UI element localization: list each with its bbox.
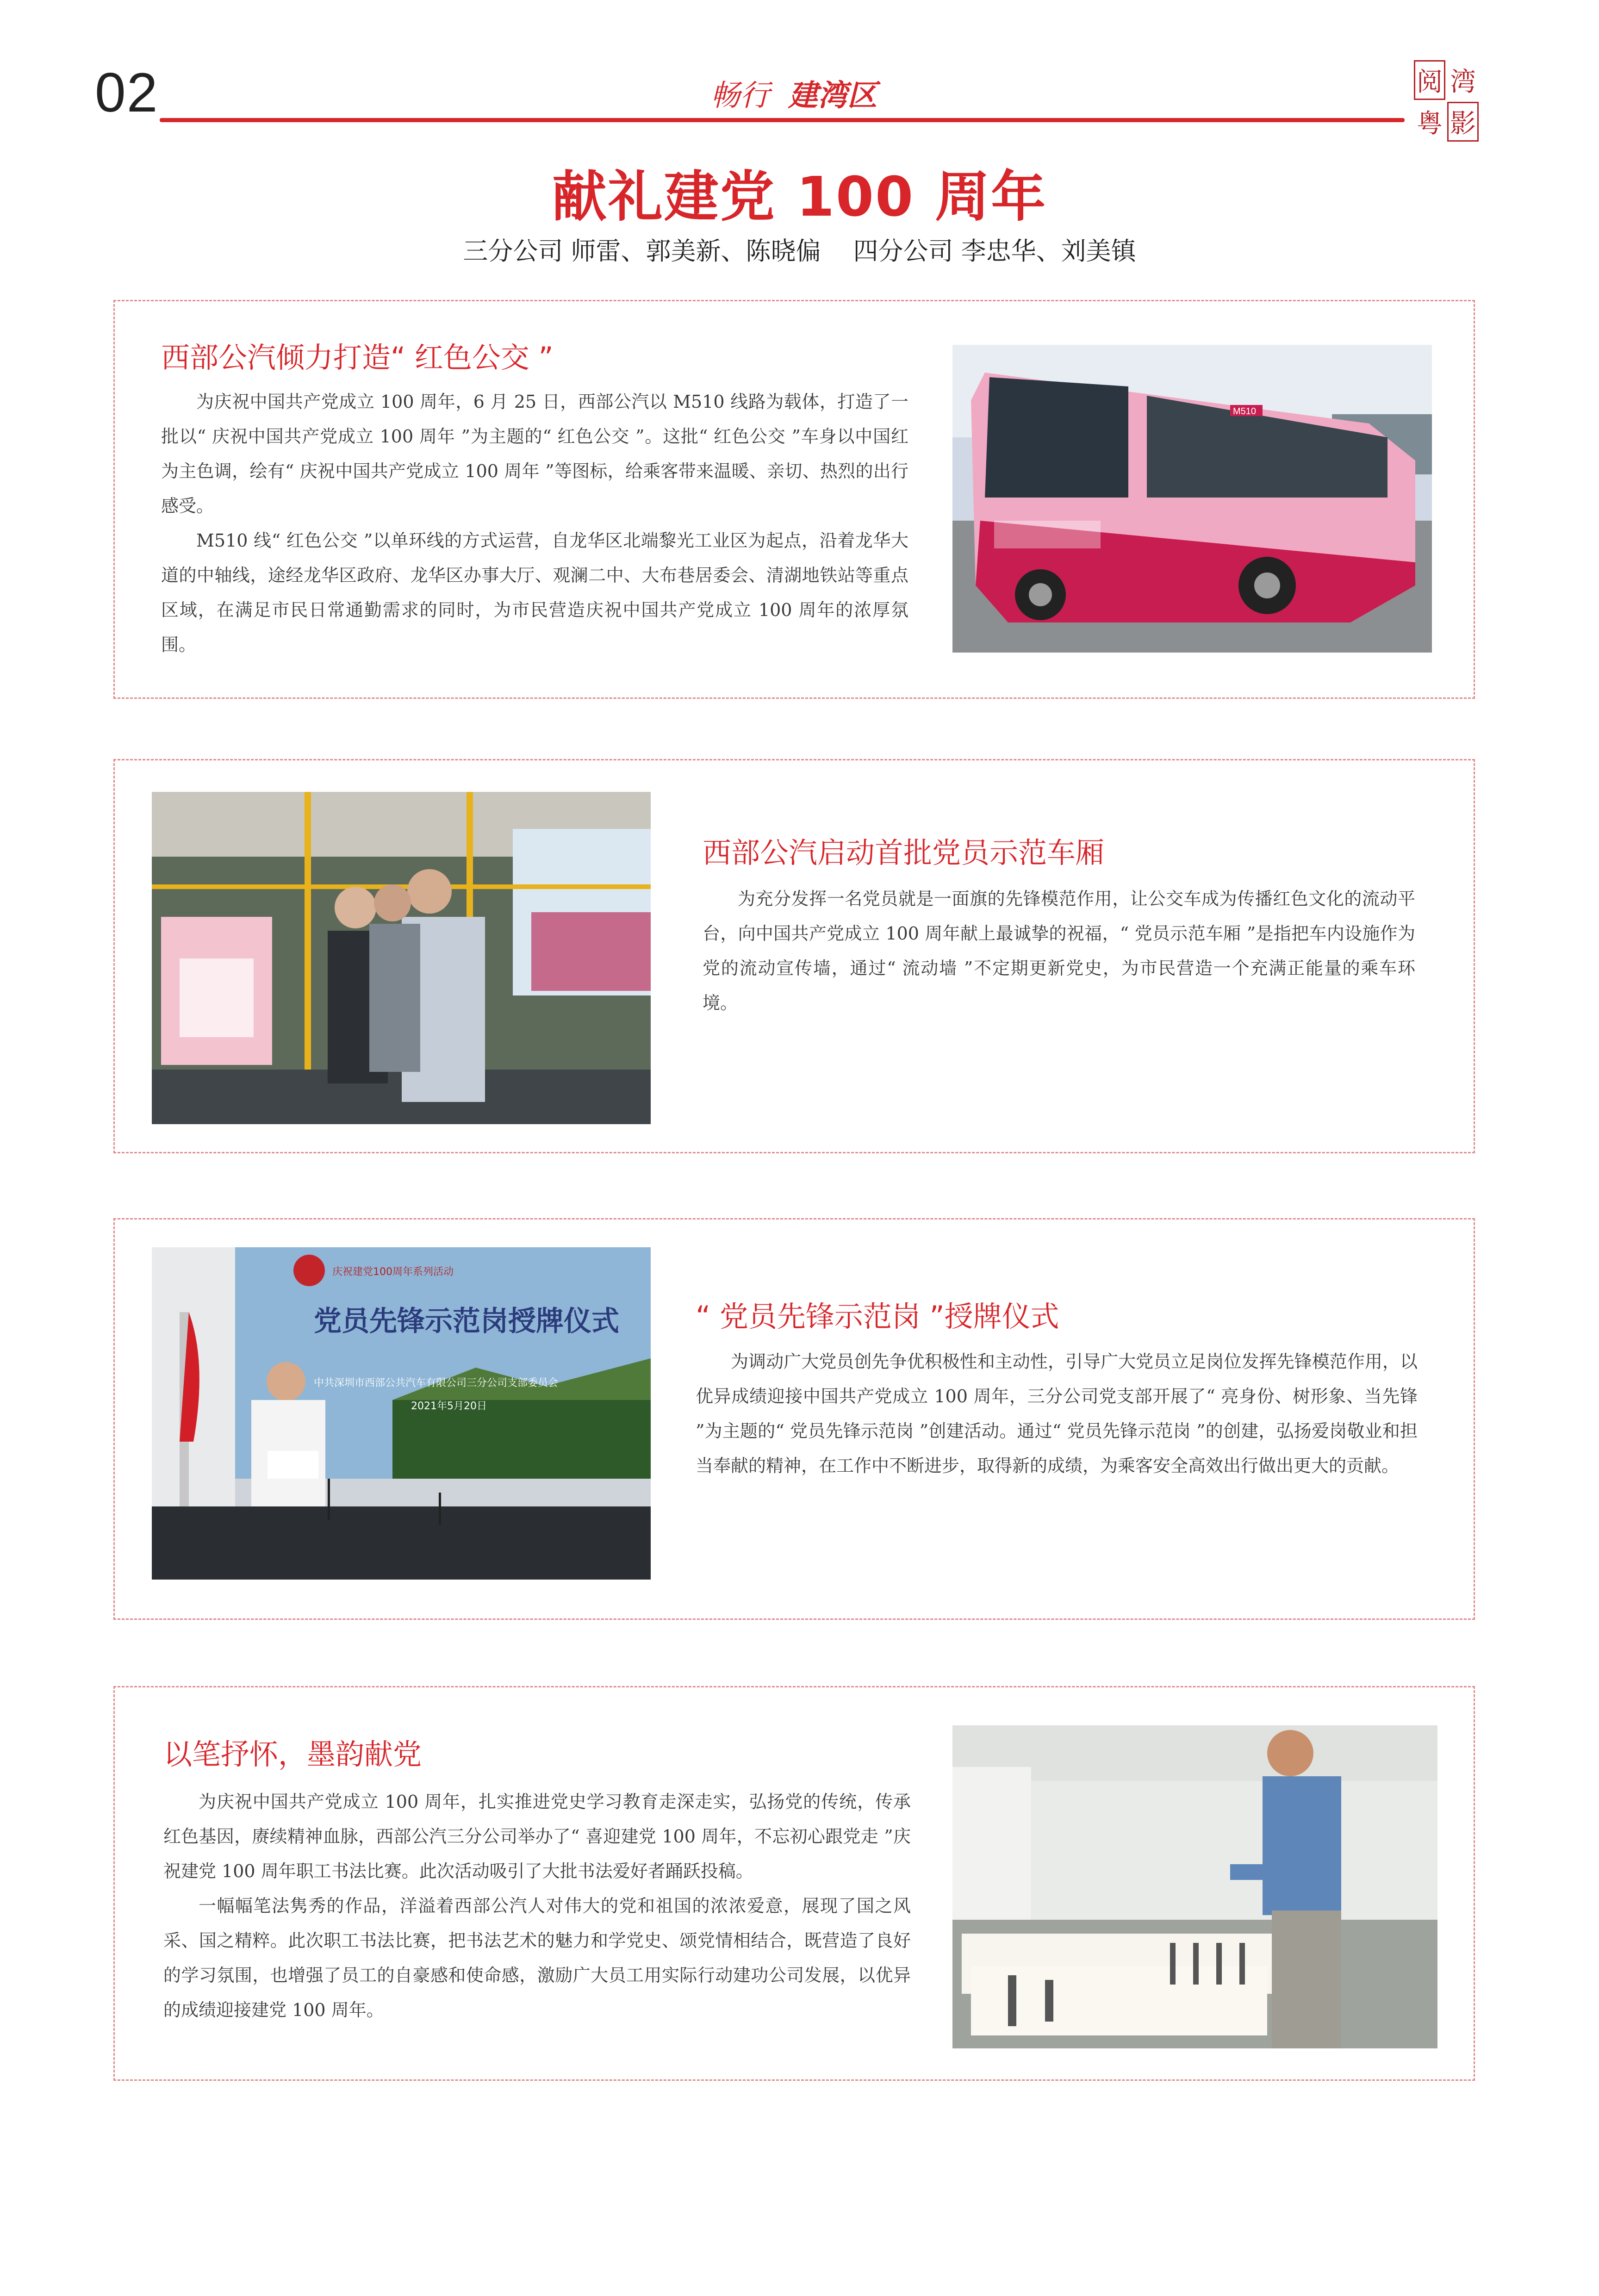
header-logo-right: 建湾区 [788,78,877,113]
corner-logo-char: 影 [1447,102,1479,142]
byline-company-b: 四分公司 李忠华、刘美镇 [853,236,1136,266]
corner-logo-char: 湾 [1450,67,1476,97]
paragraph: 为充分发挥一名党员就是一面旗的先锋模范作用，让公交车成为传播红色文化的流动平台，向中国共产党成立 100 周年献上最诚挚的祝福，“ 党员示范车厢 ”是指把车内设施作为党的流动宣传墙，通过“ 流动墙 ”不定期更新党史，为市民营造一个充满正能量的乘车环境。 [703,889,1415,1013]
paragraph: 为调动广大党员创先争优积极性和主动性，引导广大党员立足岗位发挥先锋模范作用，以优异成绩迎接中国共产党成立 100 周年，三分公司党支部开展了“ 亮身份、树形象、当先锋 ”为主题的“ 党员先锋示范岗 ”创建活动。通过“ 党员先锋示范岗 ”的创建，弘扬爱岗敬业和担当奉献的精神，在工作中不断进步，取得新的成绩，为乘客安全高效出行做出更大的贡献。 [696,1351,1418,1476]
section-card-calligraphy [113,1686,1475,2081]
red-bus-photo [952,345,1432,653]
corner-logo-char: 粤 [1417,109,1443,139]
section-body [696,1344,1418,1483]
paragraph: M510 线“ 红色公交 ”以单环线的方式运营，自龙华区北端黎光工业区为起点，沿着龙华大道的中轴线，途经龙华区政府、龙华区办事大厅、观澜二中、大布巷居委会、清湖地铁站等重点区域，在满足市民日常通勤需求的同时，为市民营造庆祝中国共产党成立 100 周年的浓厚氛围。 [161,530,908,655]
ceremony-photo [152,1247,651,1580]
screen-org: 中共深圳市西部公共汽车有限公司三分公司支部委员会 [314,1377,559,1389]
section-body [161,385,908,662]
section-title: “ 党员先锋示范岗 ”授牌仪式 [696,1300,1059,1333]
section-title: 以笔抒怀，墨韵献党 [163,1737,422,1771]
section-title: 西部公汽倾力打造“ 红色公交 ” [161,341,554,374]
paragraph: 为庆祝中国共产党成立 100 周年，6 月 25 日，西部公汽以 M510 线路为载体，打造了一批以“ 庆祝中国共产党成立 100 周年 ”为主题的“ 红色公交 ”。这批“ 红色公交 ”车身以中国红为主色调，绘有“ 庆祝中国共产党成立 100 周年 ”等图标，给乘客带来温暖、亲切、热烈的出行感受。 [161,392,908,516]
header-logo [710,72,877,114]
byline [0,231,1599,267]
screen-small-title: 庆祝建党100周年系列活动 [332,1266,454,1278]
section-card-pioneer-post [113,1218,1475,1620]
calligraphy-photo [952,1725,1437,2048]
page-number: 02 [95,62,159,124]
bus-route-sign: M510 [1233,406,1257,417]
section-card-red-bus [113,300,1475,699]
section-title: 西部公汽启动首批党员示范车厢 [703,836,1105,870]
section-body [703,882,1415,1020]
section-body [163,1785,911,2028]
corner-logo [1414,60,1479,139]
header-logo-left: 畅行 [710,79,770,113]
paragraph: 一幅幅笔法隽秀的作品，洋溢着西部公汽人对伟大的党和祖国的浓浓爱意，展现了国之风采、国之精粹。此次职工书法比赛，把书法艺术的魅力和学党史、颂党情相结合，既营造了良好的学习氛围，也增强了员工的自豪感和使命感，激励广大员工用实际行动建功公司发展，以优异的成绩迎接建党 100 周年。 [163,1896,911,2020]
screen-date: 2021年5月20日 [411,1400,487,1412]
byline-company-a: 三分公司 师雷、郭美新、陈晓偏 [463,236,821,266]
screen-main-title: 党员先锋示范岗授牌仪式 [314,1305,619,1338]
corner-logo-char: 阅 [1414,60,1445,100]
section-card-party-carriage [113,759,1475,1153]
paragraph: 为庆祝中国共产党成立 100 周年，扎实推进党史学习教育走深走实，弘扬党的传统，传承红色基因，赓续精神血脉，西部公汽三分公司举办了“ 喜迎建党 100 周年，不忘初心跟党走 ”庆祝建党 100 周年职工书法比赛。此次活动吸引了大批书法爱好者踊跃投稿。 [163,1792,911,1881]
page-title: 献礼建党 100 周年 [552,165,1047,229]
carriage-photo [152,792,651,1124]
header-rule [160,118,1405,122]
